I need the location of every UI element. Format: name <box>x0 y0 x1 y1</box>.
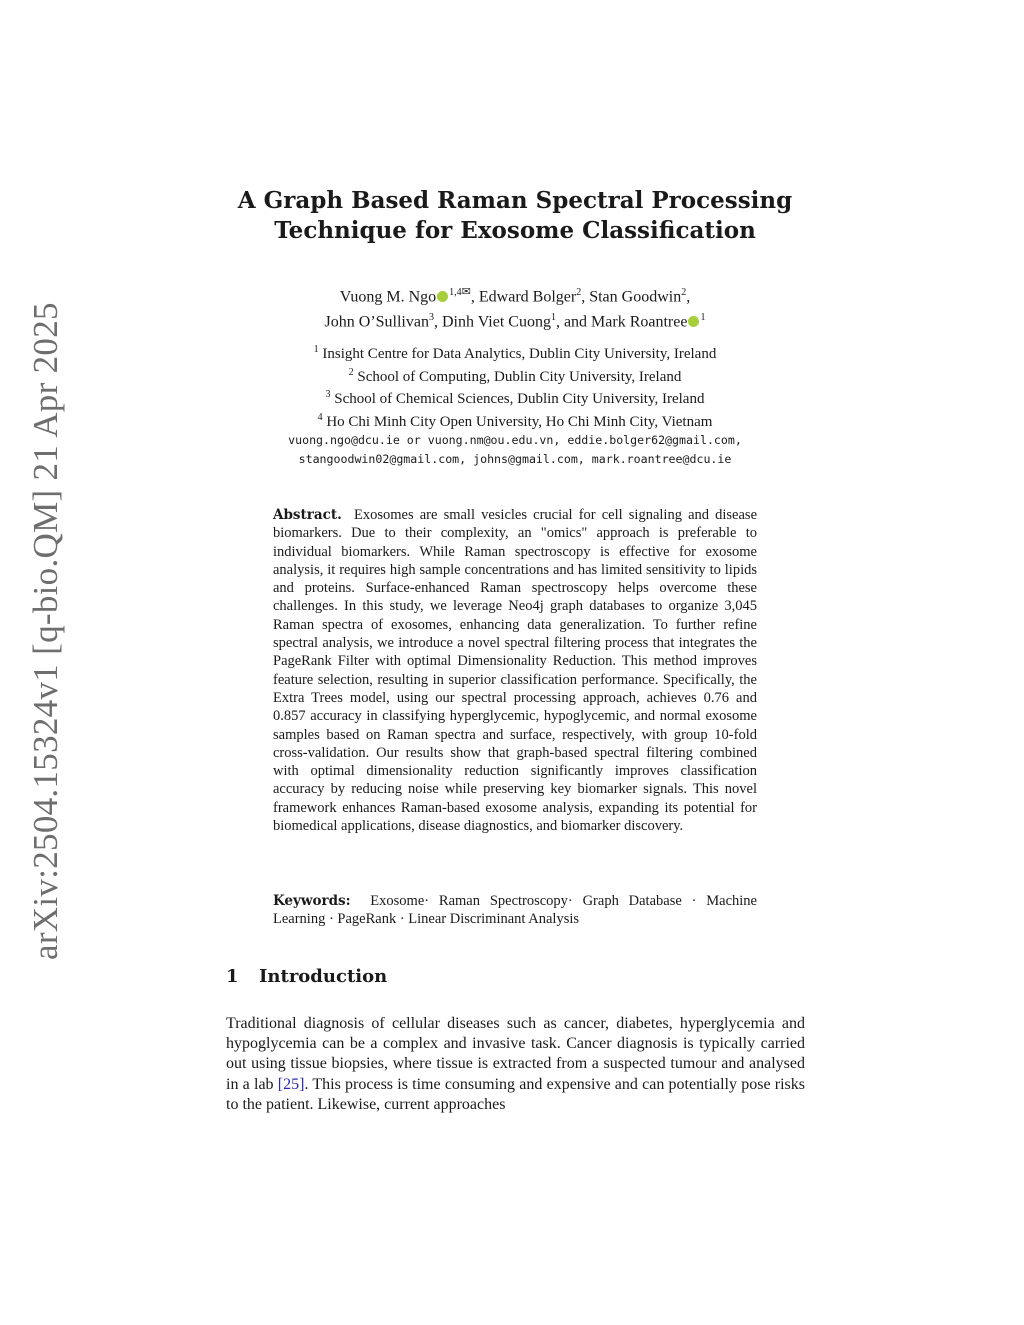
author-list <box>240 282 790 333</box>
affiliation-sup: 3 <box>325 389 331 400</box>
affiliation <box>200 386 830 409</box>
keywords-label: Keywords: <box>273 893 351 909</box>
orcid-icon[interactable] <box>688 316 699 327</box>
orcid-icon[interactable] <box>437 291 448 302</box>
intro-paragraph <box>226 1014 805 1115</box>
section-number: 1 <box>226 966 239 987</box>
affiliation-text: Insight Centre for Data Analytics, Dublin City University, Ireland <box>322 346 717 362</box>
author-name: , Edward Bolger <box>470 288 577 306</box>
citation-link[interactable]: [25] <box>277 1075 305 1093</box>
author-name: John O’Sullivan <box>324 313 429 331</box>
section-heading <box>226 966 387 987</box>
paper-title <box>200 186 830 246</box>
abstract <box>273 506 757 835</box>
keywords-text: Exosome· Raman Spectroscopy· Graph Database · Machine Learning · PageRank · Linear Discriminant Analysis <box>273 893 757 928</box>
author-separator: , <box>686 288 691 306</box>
intro-text: . This process is time consuming and expensive and can potentially pose risks to the patient. Likewise, current approaches <box>226 1075 805 1113</box>
section-title: Introduction <box>259 966 388 987</box>
abstract-text: Exosomes are small vesicles crucial for cell signaling and disease biomarkers. Due to their complexity, an "omics" approach is preferable to individual biomarkers. While Raman spectroscopy is effective for exosome analysis, it requires high sample concentrations and has limited sensitivity to lipids and proteins. Surface-enhanced Raman spectroscopy helps overcome these challenges. In this study, we leverage Neo4j graph databases to organize 3,045 Raman spectra of exosomes, enhancing data generalization. To further refine spectral analysis, we introduce a novel spectral filtering process that integrates the PageRank Filter with optimal Dimensionality Reduction. This method improves feature selection, resulting in superior classification performance. Specifically, the Extra Trees model, using our spectral processing approach, achieves 0.76 and 0.857 accuracy in classifying hyperglycemic, hypoglycemic, and normal exosome samples based on Raman spectra and surface, respectively, with group 10-fold cross-validation. Our results show that graph-based spectral filtering combined with optimal dimensionality reduction significantly improves classification accuracy by reducing noise while preserving key biomarker signals. This novel framework enhances Raman-based exosome analysis, expanding its potential for biomedical applications, disease diagnostics, and biomarker discovery. <box>273 507 758 835</box>
title-line-1: A Graph Based Raman Spectral Processing <box>237 187 793 214</box>
affiliation <box>200 409 830 432</box>
affiliation <box>200 341 830 364</box>
affiliation-sup: 2 <box>348 366 354 378</box>
author-name: , Dinh Viet Cuong <box>433 313 551 331</box>
affiliation-sup: 4 <box>317 411 323 423</box>
author-affil-sup: 2 <box>681 287 687 298</box>
arxiv-stamp: arXiv:2504.15324v1 [q-bio.QM] 21 Apr 2025 <box>26 302 65 960</box>
author-affil-sup: 1,4 <box>449 287 462 298</box>
author-affil-sup: 1 <box>550 312 556 324</box>
affiliation-text: School of Chemical Sciences, Dublin City University, Ireland <box>334 391 705 407</box>
author-affil-sup: 2 <box>576 287 582 298</box>
affiliation-sup: 1 <box>313 344 319 355</box>
affiliation <box>200 364 830 387</box>
author-line-2 <box>240 307 790 332</box>
author-affil-sup: 3 <box>428 312 434 324</box>
author-name: Vuong M. Ngo <box>339 288 437 306</box>
email-line-2[interactable]: stangoodwin02@gmail.com, johns@gmail.com, mark.roantree@dcu.ie <box>298 451 732 466</box>
abstract-label: Abstract. <box>273 507 342 523</box>
email-line-1[interactable]: vuong.ngo@dcu.ie or vuong.nm@ou.edu.vn, eddie.bolger62@gmail.com, <box>288 433 742 447</box>
author-line-1 <box>240 282 790 307</box>
envelope-icon: ✉ <box>461 286 471 298</box>
title-line-2: Technique for Exosome Classification <box>274 217 756 244</box>
author-affil-sup: 1 <box>700 312 706 324</box>
affiliation-text: School of Computing, Dublin City University, Ireland <box>357 368 682 385</box>
keywords <box>273 892 757 929</box>
affiliations <box>200 341 830 468</box>
author-name: , and Mark Roantree <box>555 313 688 331</box>
affiliation-text: Ho Chi Minh City Open University, Ho Chi Minh City, Vietnam <box>326 413 713 430</box>
intro-text: Traditional diagnosis of cellular diseases such as cancer, diabetes, hyperglycemia and hypoglycemia can be a complex and invasive task. Cancer diagnosis is typically carried out using tissue biopsies, where tissue is extracted from a suspected tumour and analysed in a lab <box>226 1015 805 1093</box>
author-name: , Stan Goodwin <box>581 288 682 306</box>
